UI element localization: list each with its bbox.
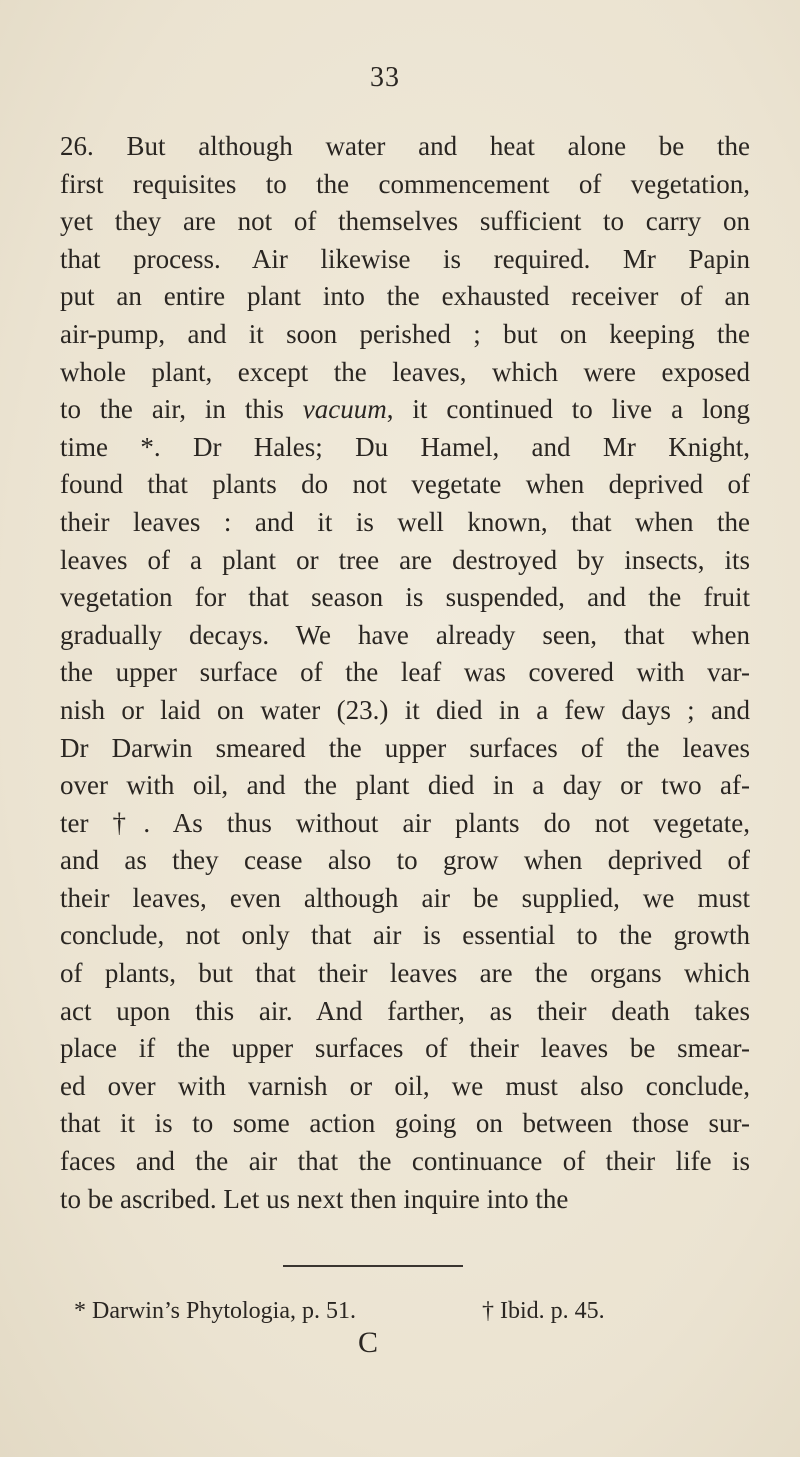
page-number: 33 [370,62,400,93]
text-line: Dr Darwin smeared the upper surfaces of the leaves [60,732,750,763]
text-line: their leaves, even although air be supplied, we must [60,882,750,913]
signature-mark: C [358,1326,379,1359]
text-line: ed over with varnish or oil, we must also conclude, [60,1070,750,1101]
body-text [60,128,750,1218]
text-line: 26. But although water and heat alone be the [60,131,750,161]
text-line: faces and the air that the continuance of their life is [60,1146,750,1177]
text-line: over with oil, and the plant died in a day or two af- [60,770,750,801]
text-line: time *. Dr Hales; Du Hamel, and Mr Knight, [60,431,750,462]
text-line: first requisites to the commencement of vegetation, [60,168,750,199]
footnote: † Ibid. p. 45. [482,1298,605,1324]
text-line: their leaves : and it is well known, that when the [60,506,750,537]
text-line: that process. Air likewise is required. Mr Papin [60,243,750,274]
footnote-rule [283,1265,463,1267]
text-line: found that plants do not vegetate when deprived of [60,469,750,500]
text-line: to be ascribed. Let us next then inquire into the [60,1183,569,1214]
text-line: of plants, but that their leaves are the organs which [60,958,750,989]
text-line: vegetation for that season is suspended, and the fruit [60,582,750,613]
text-line: that it is to some action going on between those sur- [60,1108,750,1139]
text-line: put an entire plant into the exhausted receiver of an [60,281,750,312]
text-line: the upper surface of the leaf was covered with var- [60,657,750,688]
text-line: nish or laid on water (23.) it died in a few days ; and [60,694,750,725]
text-line: leaves of a plant or tree are destroyed by insects, its [60,544,750,575]
text-line: conclude, not only that air is essential to the growth [60,920,750,951]
footnote: * Darwin’s Phytologia, p. 51. [74,1298,356,1324]
text-line: ter †. As thus without air plants do not vegetate, [60,807,750,838]
text-line: and as they cease also to grow when deprived of [60,845,750,876]
text-line: to the air, in this vacuum, it continued to live a long [60,394,750,425]
text-line: yet they are not of themselves sufficient to carry on [60,206,750,237]
text-line: place if the upper surfaces of their leaves be smear- [60,1033,750,1064]
text-line: act upon this air. And farther, as their death takes [60,995,750,1026]
text-line: whole plant, except the leaves, which were exposed [60,356,750,387]
text-line: gradually decays. We have already seen, that when [60,619,750,650]
text-line: air-pump, and it soon perished ; but on keeping the [60,318,750,349]
